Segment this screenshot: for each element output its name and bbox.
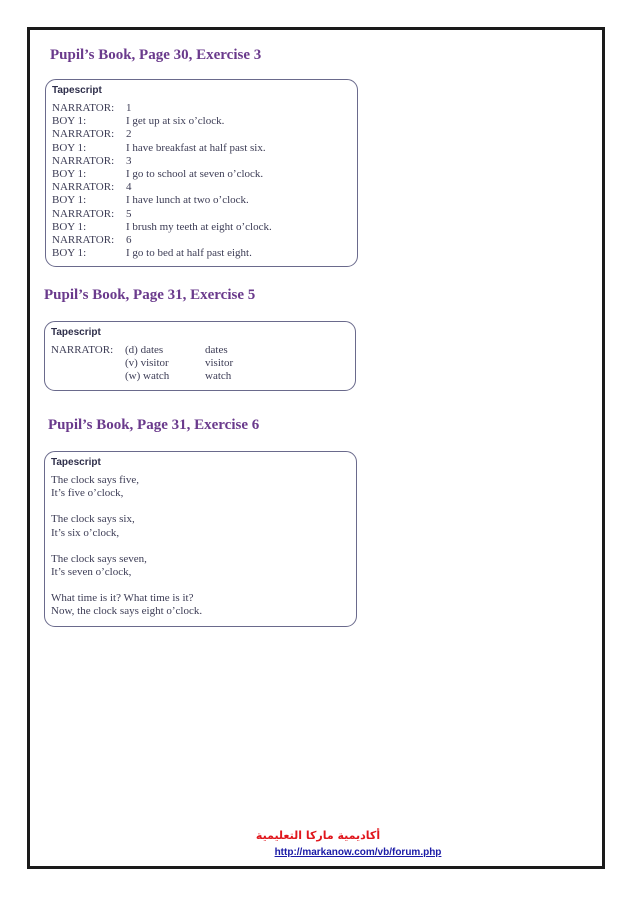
word-right: dates — [205, 344, 228, 356]
tapescript-line — [52, 221, 357, 234]
line-text: I brush my teeth at eight o’clock. — [126, 220, 272, 233]
line-text: 5 — [126, 207, 132, 220]
song-line: It’s seven o’clock, — [51, 566, 132, 579]
line-text: I get up at six o’clock. — [126, 115, 225, 128]
song-line: It’s five o’clock, — [51, 487, 124, 500]
word-left: (w) watch — [125, 370, 170, 383]
exercise6-tapescript-box — [44, 451, 357, 627]
speaker-label: NARRATOR: — [52, 154, 115, 167]
tapescript-line — [52, 168, 357, 181]
tapescript-line — [52, 142, 357, 155]
song-stanza — [51, 553, 356, 579]
line-text: I go to school at seven o’clock. — [126, 168, 264, 181]
speaker-label: BOY 1: — [52, 220, 87, 233]
tapescript-label: Tapescript — [51, 457, 101, 468]
speaker-label: NARRATOR: — [52, 181, 115, 194]
tapescript-line — [52, 194, 357, 207]
word-left: (d) dates — [125, 344, 164, 356]
speaker-label — [51, 370, 125, 383]
tapescript-line — [52, 115, 357, 128]
exercise6-title: Pupil’s Book, Page 31, Exercise 6 — [48, 417, 260, 433]
song-stanza — [51, 592, 356, 618]
speaker-label: BOY 1: — [52, 115, 87, 128]
word-row — [51, 344, 355, 357]
speaker-label: NARRATOR: — [52, 102, 115, 114]
speaker-label: NARRATOR: — [51, 344, 114, 356]
tapescript-line — [52, 155, 357, 168]
exercise5-title: Pupil’s Book, Page 31, Exercise 5 — [44, 287, 256, 303]
tapescript-label: Tapescript — [52, 85, 102, 96]
footer-academy-name: أكاديمية ماركا التعليمية — [255, 829, 381, 842]
speaker-label: NARRATOR: — [52, 128, 115, 141]
tapescript-line — [52, 102, 357, 115]
song-stanza — [51, 513, 356, 539]
word-right: visitor — [205, 357, 234, 370]
line-text: 1 — [126, 102, 132, 114]
word-row — [51, 370, 355, 383]
line-text: I have lunch at two o’clock. — [126, 194, 249, 207]
line-text: I have breakfast at half past six. — [126, 141, 266, 154]
word-left: (v) visitor — [125, 357, 169, 370]
line-text: 3 — [126, 154, 132, 167]
speaker-label — [51, 357, 125, 370]
tapescript-line — [52, 247, 357, 260]
exercise3-tapescript-box — [45, 79, 358, 267]
word-list — [51, 344, 355, 384]
song-line: What time is it? What time is it? — [51, 592, 194, 605]
word-row — [51, 357, 355, 370]
speaker-label: NARRATOR: — [52, 207, 115, 220]
song-line: It’s six o’clock, — [51, 526, 120, 539]
tapescript-line — [52, 128, 357, 141]
speaker-label: BOY 1: — [52, 141, 87, 154]
song-line: Now, the clock says eight o’clock. — [51, 605, 203, 618]
song-text — [51, 474, 356, 619]
tapescript-line — [52, 234, 357, 247]
song-stanza — [51, 474, 356, 500]
speaker-label: NARRATOR: — [52, 234, 115, 247]
line-text: 2 — [126, 128, 132, 141]
tapescript-line — [52, 208, 357, 221]
song-line: The clock says five, — [51, 474, 139, 486]
song-line: The clock says six, — [51, 513, 135, 526]
line-text: 4 — [126, 181, 132, 194]
speaker-label: BOY 1: — [52, 194, 87, 207]
song-line: The clock says seven, — [51, 552, 147, 565]
exercise5-tapescript-box — [44, 321, 356, 391]
exercise3-title: Pupil’s Book, Page 30, Exercise 3 — [50, 47, 262, 63]
line-text: 6 — [126, 234, 132, 247]
word-right: watch — [205, 370, 232, 383]
line-text: I go to bed at half past eight. — [126, 247, 252, 260]
speaker-label: BOY 1: — [52, 247, 87, 260]
speaker-label: BOY 1: — [52, 168, 87, 181]
tapescript-line — [52, 181, 357, 194]
footer-forum-link[interactable]: http://markanow.com/vb/forum.php — [274, 847, 442, 858]
tapescript-label: Tapescript — [51, 327, 101, 338]
tapescript-lines — [52, 102, 357, 260]
